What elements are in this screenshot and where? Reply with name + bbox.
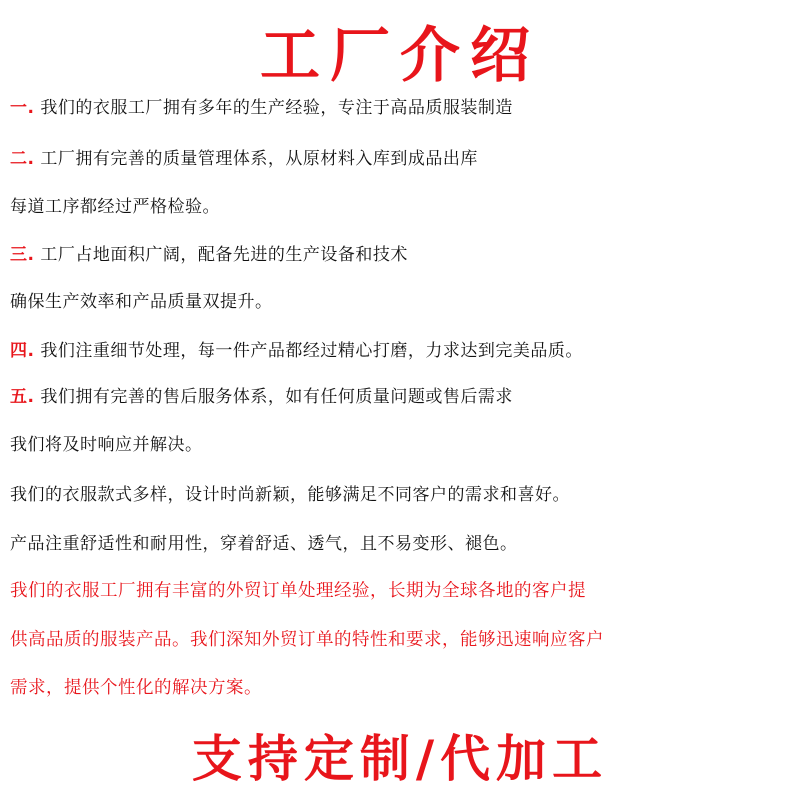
product-line-2 bbox=[10, 532, 795, 556]
intro-line-2-continued bbox=[10, 195, 795, 219]
intro-line-5 bbox=[10, 385, 795, 409]
line-text: 工厂拥有完善的质量管理体系，从原材料入库到成品出库 bbox=[40, 149, 478, 169]
trade-line-2 bbox=[10, 628, 795, 652]
line-text: 每道工序都经过严格检验。 bbox=[10, 197, 220, 217]
line-text: 我们将及时响应并解决。 bbox=[10, 435, 203, 455]
page-title: 工厂介绍 bbox=[260, 21, 540, 91]
intro-line-1 bbox=[10, 96, 795, 120]
intro-line-4 bbox=[10, 339, 795, 363]
line-text: 我们拥有完善的售后服务体系，如有任何质量问题或售后需求 bbox=[40, 387, 513, 407]
intro-line-5-continued bbox=[10, 433, 795, 457]
line-text: 我们的衣服工厂拥有丰富的外贸订单处理经验，长期为全球各地的客户提 bbox=[10, 581, 586, 601]
product-line-1 bbox=[10, 483, 795, 507]
list-number: 二. bbox=[10, 149, 35, 169]
line-text: 我们注重细节处理，每一件产品都经过精心打磨，力求达到完美品质。 bbox=[40, 341, 583, 361]
list-number: 三. bbox=[10, 245, 35, 265]
list-number: 一. bbox=[10, 98, 35, 118]
line-text: 工厂占地面积广阔，配备先进的生产设备和技术 bbox=[40, 245, 408, 265]
list-number: 四. bbox=[10, 341, 35, 361]
trade-line-1 bbox=[10, 579, 795, 603]
line-text: 我们的衣服工厂拥有多年的生产经验，专注于高品质服装制造 bbox=[40, 98, 513, 118]
line-text: 需求，提供个性化的解决方案。 bbox=[10, 678, 262, 698]
intro-line-3-continued bbox=[10, 290, 795, 314]
line-text: 产品注重舒适性和耐用性，穿着舒适、透气，且不易变形、褪色。 bbox=[10, 534, 518, 554]
intro-line-2 bbox=[10, 147, 795, 171]
line-text: 供高品质的服装产品。我们深知外贸订单的特性和要求，能够迅速响应客户 bbox=[10, 630, 604, 650]
line-text: 我们的衣服款式多样，设计时尚新颖，能够满足不同客户的需求和喜好。 bbox=[10, 485, 570, 505]
footer-slogan: 支持定制/代加工 bbox=[191, 730, 609, 788]
list-number: 五. bbox=[10, 387, 35, 407]
intro-line-3 bbox=[10, 243, 795, 267]
line-text: 确保生产效率和产品质量双提升。 bbox=[10, 292, 273, 312]
trade-line-3 bbox=[10, 676, 795, 700]
